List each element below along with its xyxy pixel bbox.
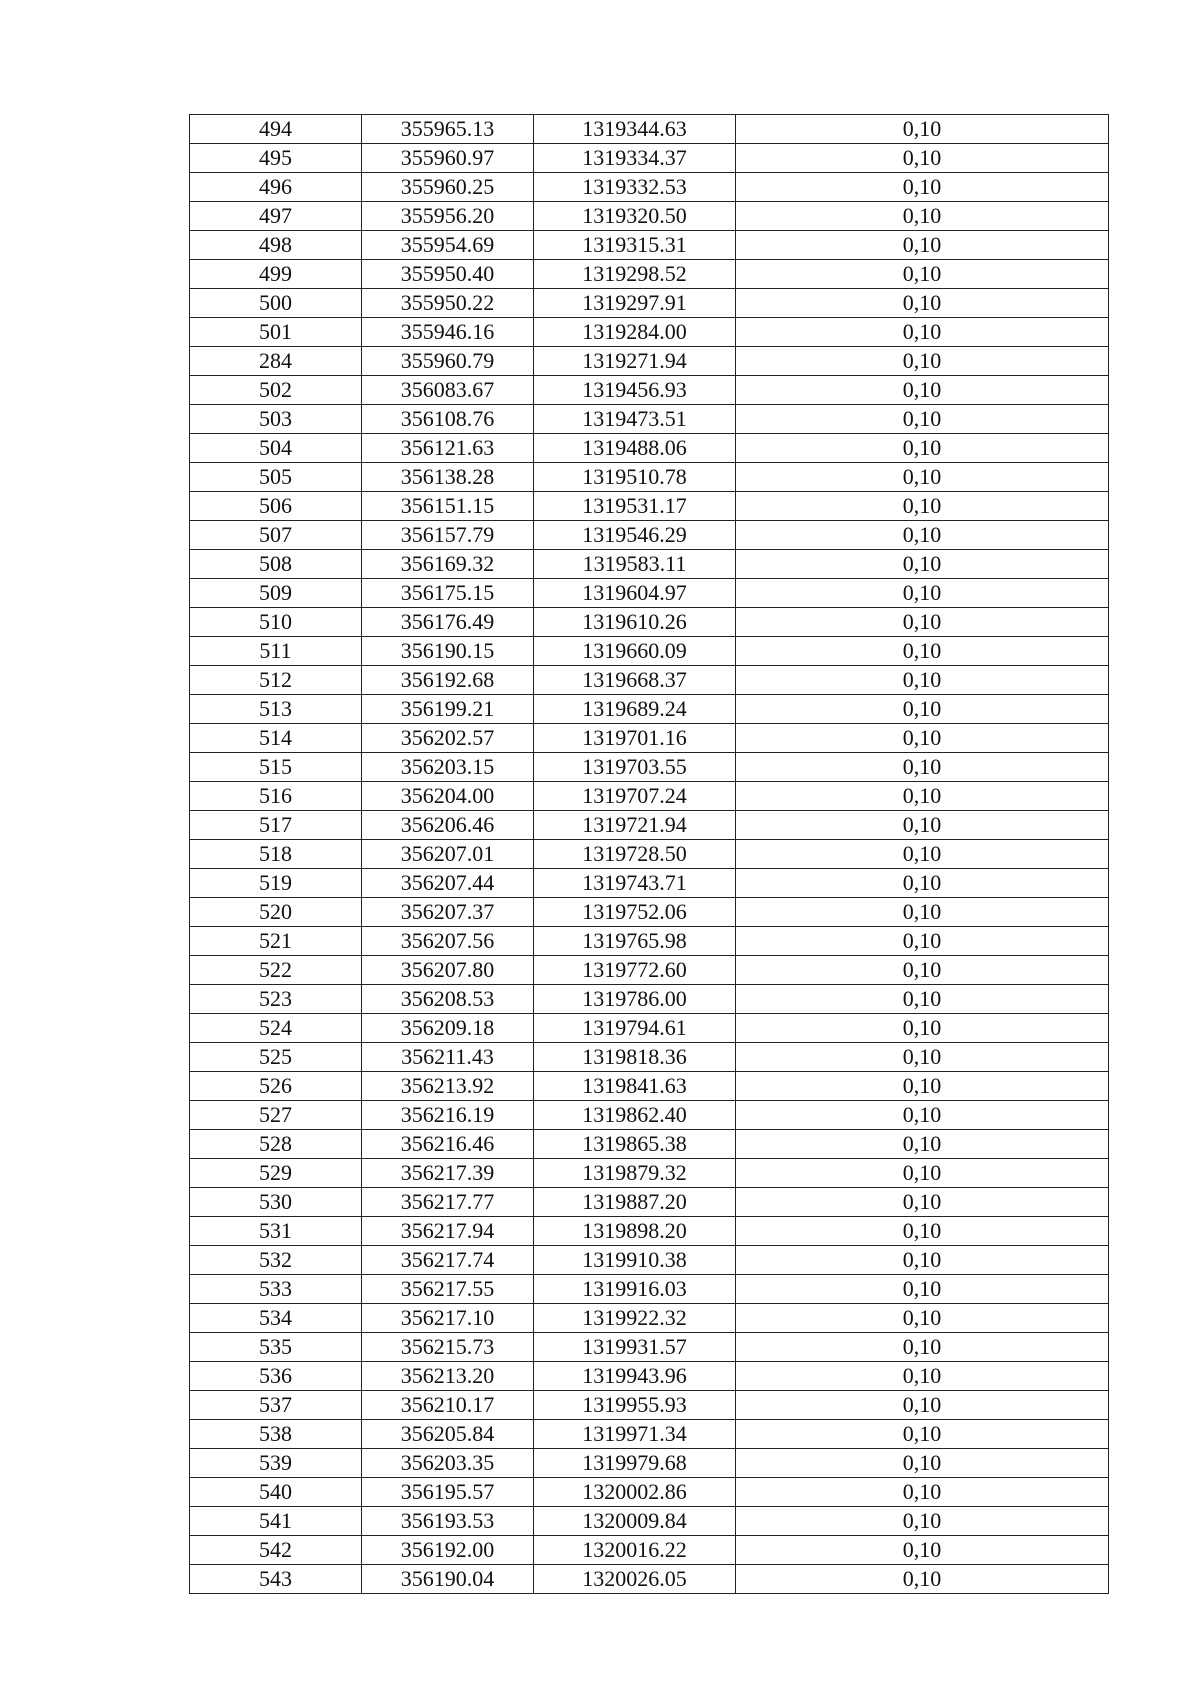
value-cell: 0,10 bbox=[736, 173, 1109, 202]
x-coordinate-cell: 356210.17 bbox=[362, 1391, 534, 1420]
value-cell: 0,10 bbox=[736, 405, 1109, 434]
x-coordinate-cell: 356169.32 bbox=[362, 550, 534, 579]
x-coordinate-cell: 356216.46 bbox=[362, 1130, 534, 1159]
point-number-cell: 496 bbox=[190, 173, 362, 202]
value-cell: 0,10 bbox=[736, 231, 1109, 260]
value-cell: 0,10 bbox=[736, 666, 1109, 695]
x-coordinate-cell: 356151.15 bbox=[362, 492, 534, 521]
x-coordinate-cell: 356204.00 bbox=[362, 782, 534, 811]
table-row bbox=[190, 434, 1109, 463]
x-coordinate-cell: 355954.69 bbox=[362, 231, 534, 260]
table-row bbox=[190, 1449, 1109, 1478]
point-number-cell: 515 bbox=[190, 753, 362, 782]
value-cell: 0,10 bbox=[736, 260, 1109, 289]
value-cell: 0,10 bbox=[736, 1072, 1109, 1101]
table-row bbox=[190, 724, 1109, 753]
point-number-cell: 531 bbox=[190, 1217, 362, 1246]
table-row bbox=[190, 811, 1109, 840]
value-cell: 0,10 bbox=[736, 1014, 1109, 1043]
point-number-cell: 529 bbox=[190, 1159, 362, 1188]
table-row bbox=[190, 985, 1109, 1014]
value-cell: 0,10 bbox=[736, 1275, 1109, 1304]
value-cell: 0,10 bbox=[736, 1391, 1109, 1420]
value-cell: 0,10 bbox=[736, 637, 1109, 666]
value-cell: 0,10 bbox=[736, 1188, 1109, 1217]
y-coordinate-cell: 1320009.84 bbox=[534, 1507, 736, 1536]
value-cell: 0,10 bbox=[736, 1101, 1109, 1130]
table-row bbox=[190, 782, 1109, 811]
value-cell: 0,10 bbox=[736, 1536, 1109, 1565]
y-coordinate-cell: 1319898.20 bbox=[534, 1217, 736, 1246]
table-row bbox=[190, 1014, 1109, 1043]
value-cell: 0,10 bbox=[736, 1246, 1109, 1275]
point-number-cell: 530 bbox=[190, 1188, 362, 1217]
point-number-cell: 539 bbox=[190, 1449, 362, 1478]
y-coordinate-cell: 1320002.86 bbox=[534, 1478, 736, 1507]
point-number-cell: 504 bbox=[190, 434, 362, 463]
point-number-cell: 525 bbox=[190, 1043, 362, 1072]
x-coordinate-cell: 355950.40 bbox=[362, 260, 534, 289]
table-row bbox=[190, 1420, 1109, 1449]
x-coordinate-cell: 355946.16 bbox=[362, 318, 534, 347]
point-number-cell: 543 bbox=[190, 1565, 362, 1594]
point-number-cell: 500 bbox=[190, 289, 362, 318]
point-number-cell: 511 bbox=[190, 637, 362, 666]
x-coordinate-cell: 356083.67 bbox=[362, 376, 534, 405]
y-coordinate-cell: 1319931.57 bbox=[534, 1333, 736, 1362]
y-coordinate-cell: 1319841.63 bbox=[534, 1072, 736, 1101]
y-coordinate-cell: 1320026.05 bbox=[534, 1565, 736, 1594]
y-coordinate-cell: 1319707.24 bbox=[534, 782, 736, 811]
value-cell: 0,10 bbox=[736, 782, 1109, 811]
table-row bbox=[190, 115, 1109, 144]
coordinates-table-body bbox=[190, 115, 1109, 1594]
y-coordinate-cell: 1319752.06 bbox=[534, 898, 736, 927]
x-coordinate-cell: 356213.20 bbox=[362, 1362, 534, 1391]
y-coordinate-cell: 1319701.16 bbox=[534, 724, 736, 753]
value-cell: 0,10 bbox=[736, 840, 1109, 869]
table-row bbox=[190, 260, 1109, 289]
point-number-cell: 510 bbox=[190, 608, 362, 637]
value-cell: 0,10 bbox=[736, 463, 1109, 492]
y-coordinate-cell: 1319610.26 bbox=[534, 608, 736, 637]
point-number-cell: 532 bbox=[190, 1246, 362, 1275]
x-coordinate-cell: 356207.01 bbox=[362, 840, 534, 869]
point-number-cell: 535 bbox=[190, 1333, 362, 1362]
table-row bbox=[190, 550, 1109, 579]
y-coordinate-cell: 1319344.63 bbox=[534, 115, 736, 144]
value-cell: 0,10 bbox=[736, 202, 1109, 231]
y-coordinate-cell: 1319922.32 bbox=[534, 1304, 736, 1333]
point-number-cell: 495 bbox=[190, 144, 362, 173]
table-row bbox=[190, 1391, 1109, 1420]
x-coordinate-cell: 355960.25 bbox=[362, 173, 534, 202]
value-cell: 0,10 bbox=[736, 318, 1109, 347]
y-coordinate-cell: 1319728.50 bbox=[534, 840, 736, 869]
table-row bbox=[190, 1478, 1109, 1507]
table-row bbox=[190, 1101, 1109, 1130]
x-coordinate-cell: 356192.00 bbox=[362, 1536, 534, 1565]
y-coordinate-cell: 1319786.00 bbox=[534, 985, 736, 1014]
y-coordinate-cell: 1319456.93 bbox=[534, 376, 736, 405]
value-cell: 0,10 bbox=[736, 724, 1109, 753]
table-row bbox=[190, 637, 1109, 666]
table-row bbox=[190, 144, 1109, 173]
y-coordinate-cell: 1319955.93 bbox=[534, 1391, 736, 1420]
value-cell: 0,10 bbox=[736, 898, 1109, 927]
x-coordinate-cell: 356192.68 bbox=[362, 666, 534, 695]
point-number-cell: 520 bbox=[190, 898, 362, 927]
table-row bbox=[190, 202, 1109, 231]
x-coordinate-cell: 355956.20 bbox=[362, 202, 534, 231]
x-coordinate-cell: 356217.10 bbox=[362, 1304, 534, 1333]
table-row bbox=[190, 1217, 1109, 1246]
value-cell: 0,10 bbox=[736, 985, 1109, 1014]
value-cell: 0,10 bbox=[736, 376, 1109, 405]
value-cell: 0,10 bbox=[736, 115, 1109, 144]
table-row bbox=[190, 376, 1109, 405]
coordinates-table bbox=[189, 114, 1109, 1594]
x-coordinate-cell: 356199.21 bbox=[362, 695, 534, 724]
point-number-cell: 507 bbox=[190, 521, 362, 550]
table-row bbox=[190, 1072, 1109, 1101]
x-coordinate-cell: 356176.49 bbox=[362, 608, 534, 637]
x-coordinate-cell: 356208.53 bbox=[362, 985, 534, 1014]
x-coordinate-cell: 356215.73 bbox=[362, 1333, 534, 1362]
table-row bbox=[190, 1043, 1109, 1072]
x-coordinate-cell: 356217.39 bbox=[362, 1159, 534, 1188]
point-number-cell: 518 bbox=[190, 840, 362, 869]
point-number-cell: 494 bbox=[190, 115, 362, 144]
x-coordinate-cell: 356121.63 bbox=[362, 434, 534, 463]
table-row bbox=[190, 753, 1109, 782]
y-coordinate-cell: 1319604.97 bbox=[534, 579, 736, 608]
value-cell: 0,10 bbox=[736, 1304, 1109, 1333]
x-coordinate-cell: 356206.46 bbox=[362, 811, 534, 840]
y-coordinate-cell: 1319531.17 bbox=[534, 492, 736, 521]
x-coordinate-cell: 356211.43 bbox=[362, 1043, 534, 1072]
value-cell: 0,10 bbox=[736, 579, 1109, 608]
x-coordinate-cell: 356207.56 bbox=[362, 927, 534, 956]
point-number-cell: 519 bbox=[190, 869, 362, 898]
table-row bbox=[190, 521, 1109, 550]
x-coordinate-cell: 356207.37 bbox=[362, 898, 534, 927]
y-coordinate-cell: 1319583.11 bbox=[534, 550, 736, 579]
y-coordinate-cell: 1319284.00 bbox=[534, 318, 736, 347]
x-coordinate-cell: 355960.97 bbox=[362, 144, 534, 173]
x-coordinate-cell: 356138.28 bbox=[362, 463, 534, 492]
table-row bbox=[190, 579, 1109, 608]
value-cell: 0,10 bbox=[736, 347, 1109, 376]
point-number-cell: 505 bbox=[190, 463, 362, 492]
y-coordinate-cell: 1319703.55 bbox=[534, 753, 736, 782]
table-row bbox=[190, 492, 1109, 521]
table-row bbox=[190, 1507, 1109, 1536]
x-coordinate-cell: 356217.74 bbox=[362, 1246, 534, 1275]
y-coordinate-cell: 1319765.98 bbox=[534, 927, 736, 956]
value-cell: 0,10 bbox=[736, 608, 1109, 637]
y-coordinate-cell: 1319879.32 bbox=[534, 1159, 736, 1188]
y-coordinate-cell: 1319865.38 bbox=[534, 1130, 736, 1159]
value-cell: 0,10 bbox=[736, 869, 1109, 898]
x-coordinate-cell: 356203.15 bbox=[362, 753, 534, 782]
point-number-cell: 533 bbox=[190, 1275, 362, 1304]
point-number-cell: 503 bbox=[190, 405, 362, 434]
y-coordinate-cell: 1319546.29 bbox=[534, 521, 736, 550]
point-number-cell: 542 bbox=[190, 1536, 362, 1565]
value-cell: 0,10 bbox=[736, 1043, 1109, 1072]
value-cell: 0,10 bbox=[736, 1478, 1109, 1507]
point-number-cell: 537 bbox=[190, 1391, 362, 1420]
y-coordinate-cell: 1319689.24 bbox=[534, 695, 736, 724]
table-row bbox=[190, 318, 1109, 347]
y-coordinate-cell: 1319298.52 bbox=[534, 260, 736, 289]
value-cell: 0,10 bbox=[736, 289, 1109, 318]
value-cell: 0,10 bbox=[736, 1507, 1109, 1536]
y-coordinate-cell: 1319320.50 bbox=[534, 202, 736, 231]
y-coordinate-cell: 1319772.60 bbox=[534, 956, 736, 985]
point-number-cell: 540 bbox=[190, 1478, 362, 1507]
table-row bbox=[190, 1362, 1109, 1391]
value-cell: 0,10 bbox=[736, 811, 1109, 840]
value-cell: 0,10 bbox=[736, 753, 1109, 782]
value-cell: 0,10 bbox=[736, 144, 1109, 173]
x-coordinate-cell: 356203.35 bbox=[362, 1449, 534, 1478]
point-number-cell: 521 bbox=[190, 927, 362, 956]
point-number-cell: 526 bbox=[190, 1072, 362, 1101]
table-row bbox=[190, 695, 1109, 724]
y-coordinate-cell: 1319910.38 bbox=[534, 1246, 736, 1275]
y-coordinate-cell: 1319979.68 bbox=[534, 1449, 736, 1478]
point-number-cell: 516 bbox=[190, 782, 362, 811]
point-number-cell: 497 bbox=[190, 202, 362, 231]
x-coordinate-cell: 356216.19 bbox=[362, 1101, 534, 1130]
x-coordinate-cell: 356209.18 bbox=[362, 1014, 534, 1043]
table-row bbox=[190, 898, 1109, 927]
y-coordinate-cell: 1319473.51 bbox=[534, 405, 736, 434]
value-cell: 0,10 bbox=[736, 492, 1109, 521]
x-coordinate-cell: 356108.76 bbox=[362, 405, 534, 434]
x-coordinate-cell: 356217.55 bbox=[362, 1275, 534, 1304]
x-coordinate-cell: 355965.13 bbox=[362, 115, 534, 144]
x-coordinate-cell: 356190.04 bbox=[362, 1565, 534, 1594]
x-coordinate-cell: 356175.15 bbox=[362, 579, 534, 608]
point-number-cell: 517 bbox=[190, 811, 362, 840]
point-number-cell: 508 bbox=[190, 550, 362, 579]
y-coordinate-cell: 1320016.22 bbox=[534, 1536, 736, 1565]
table-row bbox=[190, 869, 1109, 898]
point-number-cell: 527 bbox=[190, 1101, 362, 1130]
value-cell: 0,10 bbox=[736, 521, 1109, 550]
y-coordinate-cell: 1319297.91 bbox=[534, 289, 736, 318]
point-number-cell: 499 bbox=[190, 260, 362, 289]
value-cell: 0,10 bbox=[736, 1333, 1109, 1362]
y-coordinate-cell: 1319794.61 bbox=[534, 1014, 736, 1043]
x-coordinate-cell: 356195.57 bbox=[362, 1478, 534, 1507]
point-number-cell: 498 bbox=[190, 231, 362, 260]
point-number-cell: 536 bbox=[190, 1362, 362, 1391]
x-coordinate-cell: 355950.22 bbox=[362, 289, 534, 318]
point-number-cell: 513 bbox=[190, 695, 362, 724]
table-row bbox=[190, 231, 1109, 260]
table-row bbox=[190, 608, 1109, 637]
y-coordinate-cell: 1319334.37 bbox=[534, 144, 736, 173]
y-coordinate-cell: 1319862.40 bbox=[534, 1101, 736, 1130]
x-coordinate-cell: 356217.77 bbox=[362, 1188, 534, 1217]
x-coordinate-cell: 356207.44 bbox=[362, 869, 534, 898]
y-coordinate-cell: 1319510.78 bbox=[534, 463, 736, 492]
value-cell: 0,10 bbox=[736, 927, 1109, 956]
table-row bbox=[190, 1536, 1109, 1565]
point-number-cell: 534 bbox=[190, 1304, 362, 1333]
table-row bbox=[190, 927, 1109, 956]
table-row bbox=[190, 405, 1109, 434]
value-cell: 0,10 bbox=[736, 550, 1109, 579]
y-coordinate-cell: 1319668.37 bbox=[534, 666, 736, 695]
table-row bbox=[190, 1159, 1109, 1188]
y-coordinate-cell: 1319271.94 bbox=[534, 347, 736, 376]
value-cell: 0,10 bbox=[736, 1565, 1109, 1594]
point-number-cell: 509 bbox=[190, 579, 362, 608]
point-number-cell: 512 bbox=[190, 666, 362, 695]
value-cell: 0,10 bbox=[736, 1362, 1109, 1391]
value-cell: 0,10 bbox=[736, 1449, 1109, 1478]
x-coordinate-cell: 356217.94 bbox=[362, 1217, 534, 1246]
table-row bbox=[190, 1565, 1109, 1594]
value-cell: 0,10 bbox=[736, 1217, 1109, 1246]
table-row bbox=[190, 1304, 1109, 1333]
y-coordinate-cell: 1319660.09 bbox=[534, 637, 736, 666]
point-number-cell: 523 bbox=[190, 985, 362, 1014]
point-number-cell: 506 bbox=[190, 492, 362, 521]
point-number-cell: 522 bbox=[190, 956, 362, 985]
point-number-cell: 502 bbox=[190, 376, 362, 405]
point-number-cell: 514 bbox=[190, 724, 362, 753]
y-coordinate-cell: 1319943.96 bbox=[534, 1362, 736, 1391]
point-number-cell: 284 bbox=[190, 347, 362, 376]
table-row bbox=[190, 347, 1109, 376]
x-coordinate-cell: 356213.92 bbox=[362, 1072, 534, 1101]
table-row bbox=[190, 666, 1109, 695]
x-coordinate-cell: 355960.79 bbox=[362, 347, 534, 376]
y-coordinate-cell: 1319488.06 bbox=[534, 434, 736, 463]
x-coordinate-cell: 356190.15 bbox=[362, 637, 534, 666]
y-coordinate-cell: 1319721.94 bbox=[534, 811, 736, 840]
table-row bbox=[190, 463, 1109, 492]
point-number-cell: 538 bbox=[190, 1420, 362, 1449]
point-number-cell: 541 bbox=[190, 1507, 362, 1536]
value-cell: 0,10 bbox=[736, 1420, 1109, 1449]
y-coordinate-cell: 1319818.36 bbox=[534, 1043, 736, 1072]
x-coordinate-cell: 356193.53 bbox=[362, 1507, 534, 1536]
table-row bbox=[190, 289, 1109, 318]
point-number-cell: 524 bbox=[190, 1014, 362, 1043]
x-coordinate-cell: 356202.57 bbox=[362, 724, 534, 753]
y-coordinate-cell: 1319971.34 bbox=[534, 1420, 736, 1449]
y-coordinate-cell: 1319887.20 bbox=[534, 1188, 736, 1217]
table-row bbox=[190, 1188, 1109, 1217]
x-coordinate-cell: 356205.84 bbox=[362, 1420, 534, 1449]
table-row bbox=[190, 1246, 1109, 1275]
y-coordinate-cell: 1319916.03 bbox=[534, 1275, 736, 1304]
y-coordinate-cell: 1319332.53 bbox=[534, 173, 736, 202]
value-cell: 0,10 bbox=[736, 1130, 1109, 1159]
table-row bbox=[190, 1130, 1109, 1159]
table-row bbox=[190, 1333, 1109, 1362]
table-row bbox=[190, 840, 1109, 869]
table-row bbox=[190, 1275, 1109, 1304]
point-number-cell: 501 bbox=[190, 318, 362, 347]
value-cell: 0,10 bbox=[736, 1159, 1109, 1188]
value-cell: 0,10 bbox=[736, 956, 1109, 985]
x-coordinate-cell: 356207.80 bbox=[362, 956, 534, 985]
value-cell: 0,10 bbox=[736, 434, 1109, 463]
table-row bbox=[190, 173, 1109, 202]
table-row bbox=[190, 956, 1109, 985]
y-coordinate-cell: 1319315.31 bbox=[534, 231, 736, 260]
x-coordinate-cell: 356157.79 bbox=[362, 521, 534, 550]
y-coordinate-cell: 1319743.71 bbox=[534, 869, 736, 898]
value-cell: 0,10 bbox=[736, 695, 1109, 724]
point-number-cell: 528 bbox=[190, 1130, 362, 1159]
